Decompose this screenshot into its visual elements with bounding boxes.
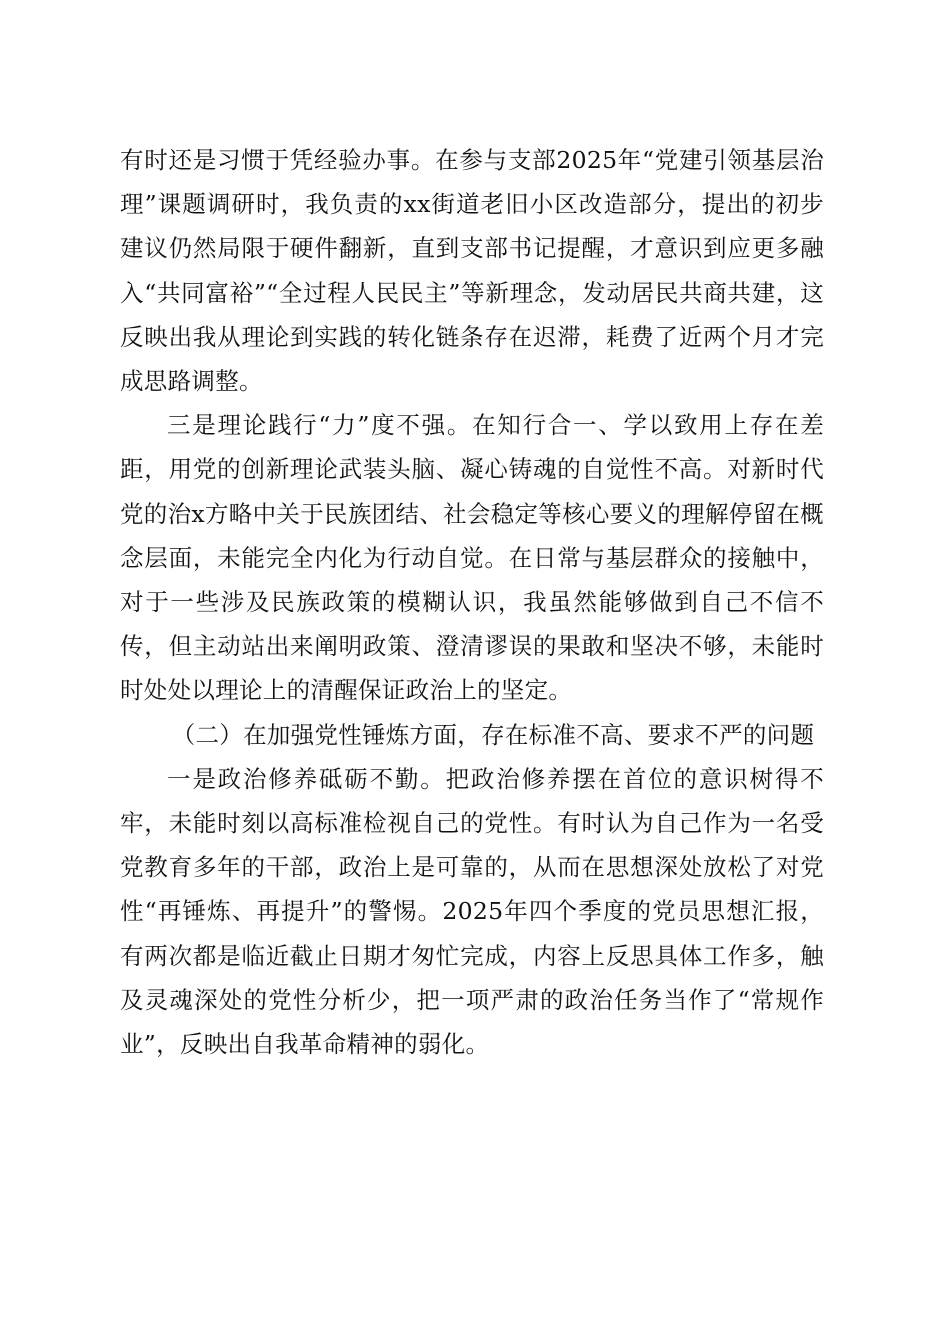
paragraph-text: 在知行合一、学以致用上存在差距，用党的创新理论武装头脑、凝心铸魂的自觉性不高。对新时代党的治x方略中关于民族团结、社会稳定等核心要义的理解停留在概念层面，未能完全内化为行动自觉。在日常与基层群众的接触中，对于一些涉及民族政策的模糊认识，我虽然能够做到自己不信不传，但主动站出来阐明政策、澄清谬误的果敢和坚决不够，未能时时处处以理论上的清醒保证政治上的坚定。 [120, 411, 824, 705]
paragraph-political-cultivation [120, 757, 824, 1066]
paragraph-lead: 一是政治修养砥砺不勤。 [167, 764, 446, 793]
section-heading: （二）在加强党性锤炼方面，存在标准不高、要求不严的问题 [171, 720, 815, 749]
paragraph-text: 把政治修养摆在首位的意识树得不牢，未能时刻以高标准检视自己的党性。有时认为自己作为一名受党教育多年的干部，政治上是可靠的，从而在思想深处放松了对党性“再锤炼、再提升”的警惕。2025年四个季度的党员思想汇报，有两次都是临近截止日期才匆忙完成，内容上反思具体工作多，触及灵魂深处的党性分析少，把一项严肃的政治任务当作了“常规作业”，反映出自我革命精神的弱化。 [120, 764, 824, 1059]
paragraph-theory-practice [120, 403, 824, 712]
paragraph-continuation: 有时还是习惯于凭经验办事。在参与支部2025年“党建引领基层治理”课题调研时，我负责的xx街道老旧小区改造部分，提出的初步建议仍然局限于硬件翻新，直到支部书记提醒，才意识到应更多融入“共同富裕”“全过程人民民主”等新理念，发动居民共商共建，这反映出我从理论到实践的转化链条存在迟滞，耗费了近两个月才完成思路调整。 [120, 146, 824, 396]
paragraph-lead: 三是理论践行“力”度不强。 [167, 411, 473, 440]
document-body [120, 138, 824, 1066]
